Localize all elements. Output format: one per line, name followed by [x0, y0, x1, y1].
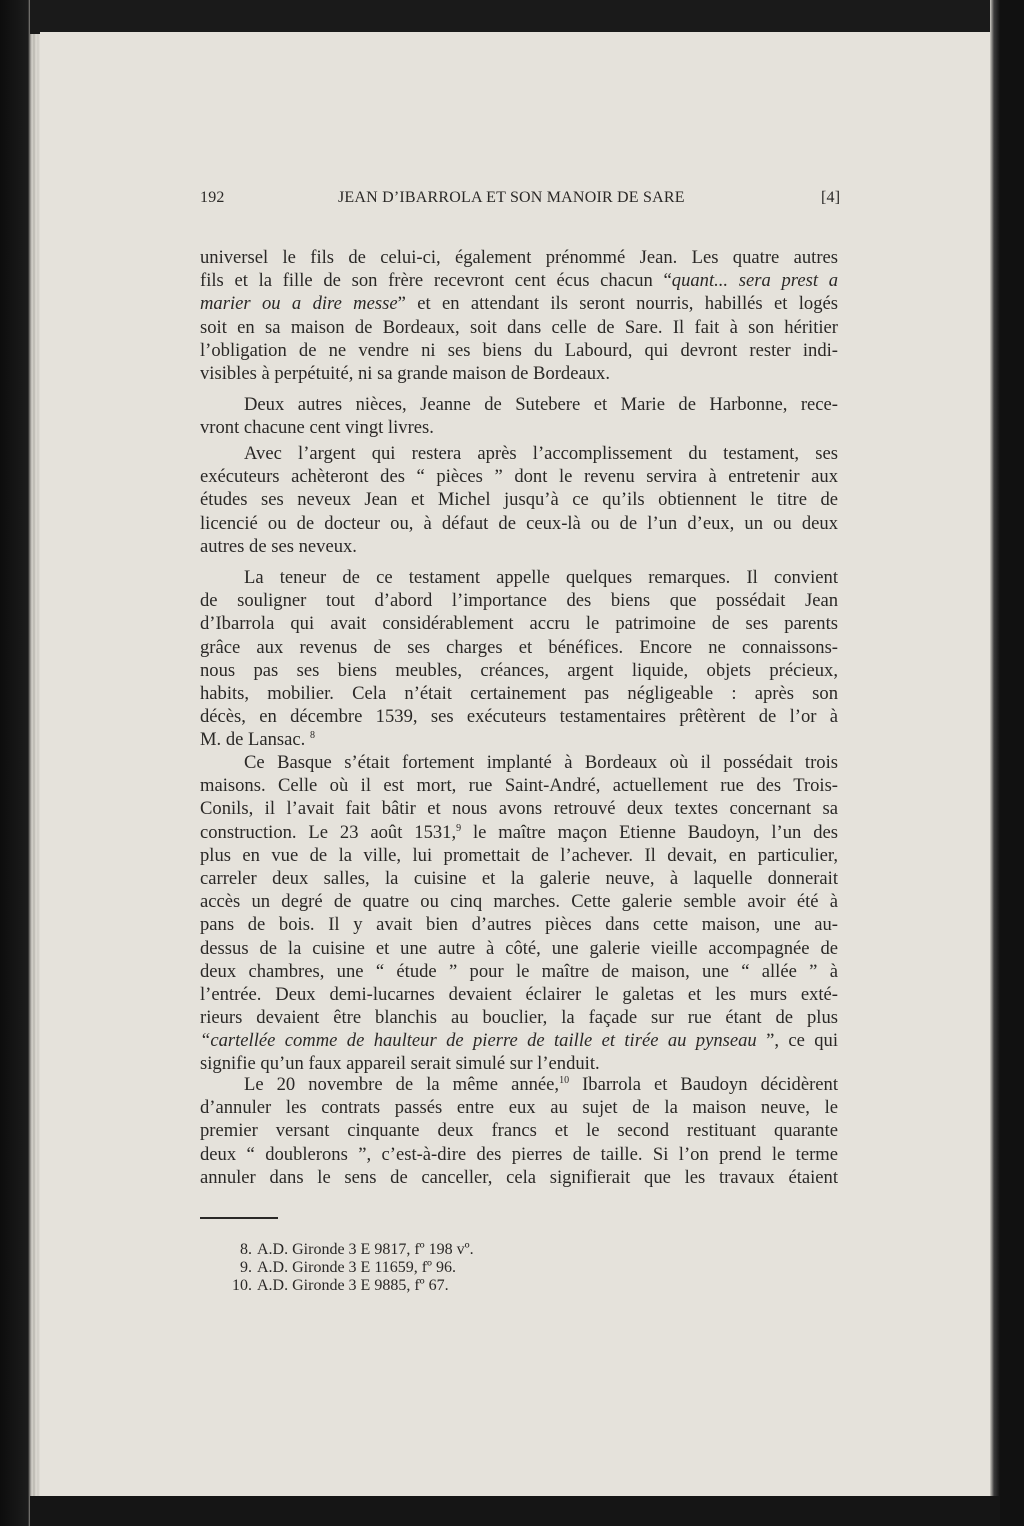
text-line	[200, 442, 838, 465]
text-run: signifie qu’un faux appareil serait simulé sur l’enduit.	[200, 1053, 600, 1075]
footnote-text: A.D. Gironde 3 E 9817, fº 198 vº.	[257, 1241, 474, 1258]
text-line	[200, 751, 838, 774]
text-line	[200, 890, 838, 913]
text-run: deux “ doublerons ”, c’est-à-dire des pierres de taille. Si l’on prend le terme	[200, 1143, 838, 1165]
paragraph	[200, 751, 838, 1076]
footnote-reference: 10	[559, 1075, 570, 1086]
text-run: visibles à perpétuité, ni sa grande maison de Bordeaux.	[200, 362, 610, 384]
text-line	[200, 1119, 838, 1142]
text-run: fils et la fille de son frère recevront cent écus chacun “	[200, 270, 672, 292]
text-line	[200, 797, 838, 820]
text-run: l’obligation de ne vendre ni ses biens du Labourd, qui devront rester indi-	[200, 339, 838, 361]
italic-quotation: cartellée comme de haulteur de pierre de taille et tirée au pynseau	[210, 1030, 757, 1052]
book-right-edge	[990, 0, 1024, 1526]
text-line	[200, 535, 838, 558]
text-line	[200, 728, 838, 751]
text-line	[200, 488, 838, 511]
italic-quotation: marier ou a dire messe	[200, 293, 398, 315]
text-run: d’annuler les contrats passés entre eux au sujet de la maison neuve, le	[200, 1097, 838, 1119]
paragraph	[200, 442, 838, 558]
text-line	[200, 292, 838, 315]
footnote-text: A.D. Gironde 3 E 11659, fº 96.	[257, 1259, 457, 1276]
text-run: le maître maçon Etienne Baudoyn, l’un des	[461, 821, 838, 843]
text-line	[200, 316, 838, 339]
scan-top-border	[30, 0, 1000, 34]
text-run: carreler deux salles, la cuisine et la galerie neuve, à laquelle donnerait	[200, 867, 838, 889]
scan-bottom-border	[30, 1496, 1000, 1526]
running-title: JEAN D’IBARROLA ET SON MANOIR DE SARE	[338, 189, 685, 206]
paragraph	[200, 566, 838, 752]
text-line	[200, 960, 838, 983]
footnote	[200, 1241, 474, 1259]
footnote-reference: 9	[456, 822, 462, 834]
text-run: maisons. Celle où il est mort, rue Saint-André, actuellement rue des Trois-	[200, 775, 838, 797]
text-line	[200, 339, 838, 362]
footnote-reference: 8	[309, 730, 315, 742]
text-line	[200, 682, 838, 705]
text-line	[200, 1029, 838, 1052]
text-run: licencié ou de docteur ou, à défaut de ceux-là ou de l’un d’eux, un ou deux	[200, 512, 838, 534]
text-run: M. de Lansac.	[200, 729, 310, 751]
text-run: soit en sa maison de Bordeaux, soit dans celle de Sare. Il fait à son héritier	[200, 316, 838, 338]
text-run: autres de ses neveux.	[200, 535, 357, 557]
text-run: universel le fils de celui-ci, également prénommé Jean. Les quatre autres	[200, 247, 838, 268]
text-run: études ses neveux Jean et Michel jusqu’à ce qu’ils obtiennent le titre de	[200, 489, 838, 511]
book-left-edge	[0, 0, 40, 1526]
text-run: pans de bois. Il y avait bien d’autres pièces dans cette maison, une au-	[200, 914, 838, 936]
text-run: ”, ce qui	[756, 1030, 838, 1052]
paragraph	[200, 393, 838, 439]
text-run: ” et en attendant ils seront nourris, habillés et logés	[397, 293, 838, 315]
text-run: nous pas ses biens meubles, créances, argent liquide, objets précieux,	[200, 659, 838, 681]
text-line	[200, 512, 838, 535]
text-line	[200, 246, 838, 269]
text-line	[200, 362, 838, 385]
footnote	[200, 1277, 449, 1295]
text-line	[200, 465, 838, 488]
text-run: premier versant cinquante deux francs et le second restituant quarante	[200, 1120, 838, 1142]
text-run: Conils, il l’avait fait bâtir et nous avons retrouvé deux textes concernant sa	[200, 798, 838, 820]
text-run: dessus de la cuisine et une autre à côté, une galerie vieille accompagnée de	[200, 937, 838, 959]
text-line	[200, 1096, 838, 1119]
text-run: construction. Le 23 août 1531,	[200, 821, 457, 843]
footnote-text: A.D. Gironde 3 E 9885, fº 67.	[257, 1277, 449, 1294]
text-line	[200, 589, 838, 612]
text-run: plus en vue de la ville, lui promettait de l’achever. Il devait, en particulier,	[200, 844, 838, 866]
text-line	[200, 416, 838, 439]
paragraph	[200, 246, 838, 385]
italic-quotation: quant... sera prest a	[671, 270, 838, 292]
text-line	[200, 659, 838, 682]
text-run: rieurs devaient être blanchis au bouclier, la façade sur rue étant de plus	[200, 1007, 838, 1029]
text-line	[200, 269, 838, 292]
text-line	[200, 705, 838, 728]
text-run: accès un degré de quatre ou cinq marches. Cette galerie semble avoir été à	[200, 891, 838, 913]
text-line	[200, 1006, 838, 1029]
text-run: décès, en décembre 1539, ses exécuteurs testamentaires prêtèrent de l’or à	[200, 706, 838, 728]
text-run: d’Ibarrola qui avait considérablement accru le patrimoine de ses parents	[200, 613, 838, 635]
text-run: Ibarrola et Baudoyn décidèrent	[569, 1074, 839, 1095]
text-line	[200, 1143, 838, 1166]
text-run: Avec l’argent qui restera après l’accomplissement du testament, ses	[244, 443, 838, 464]
text-line	[200, 983, 838, 1006]
text-line	[200, 937, 838, 960]
text-run: annuler dans le sens de canceller, cela signifierait que les travaux étaient	[200, 1166, 838, 1188]
footnote	[200, 1259, 456, 1277]
text-line	[200, 566, 838, 589]
text-line	[200, 774, 838, 797]
text-run: vront chacune cent vingt livres.	[200, 417, 434, 439]
text-run: Ce Basque s’était fortement implanté à Bordeaux où il possédait trois	[244, 752, 838, 773]
text-run: l’entrée. Deux demi-lucarnes devaient éclairer le galetas et les murs exté-	[200, 983, 838, 1005]
text-line	[200, 612, 838, 635]
footnote-number: 10.	[232, 1277, 252, 1294]
text-run: de souligner tout d’abord l’importance des biens que possédait Jean	[200, 590, 838, 612]
text-run: Deux autres nièces, Jeanne de Sutebere et Marie de Harbonne, rece-	[244, 394, 838, 415]
text-run: Le 20 novembre de la même année,	[244, 1074, 560, 1095]
text-line	[200, 393, 838, 416]
footnote-rule	[200, 1217, 278, 1219]
page-number: 192	[200, 189, 225, 206]
text-line	[200, 636, 838, 659]
text-line	[200, 844, 838, 867]
text-run: exécuteurs achèteront des “ pièces ” dont le revenu servira à entretenir aux	[200, 466, 838, 488]
text-line	[200, 821, 838, 844]
paragraph	[200, 1073, 838, 1189]
section-number: [4]	[821, 189, 841, 206]
text-run: La teneur de ce testament appelle quelques remarques. Il convient	[244, 567, 838, 588]
text-line	[200, 867, 838, 890]
text-line	[200, 1166, 838, 1189]
footnote-number: 8.	[240, 1241, 252, 1258]
text-line	[200, 913, 838, 936]
text-run: deux chambres, une “ étude ” pour le maître de maison, une “ allée ” à	[200, 960, 838, 982]
italic-quotation: “	[200, 1030, 211, 1052]
text-run: habits, mobilier. Cela n’était certainement pas négligeable : après son	[200, 682, 838, 704]
text-line	[200, 1073, 838, 1096]
text-run: grâce aux revenus de ses charges et bénéfices. Encore ne connaissons-	[200, 636, 838, 658]
footnote-number: 9.	[240, 1259, 252, 1276]
